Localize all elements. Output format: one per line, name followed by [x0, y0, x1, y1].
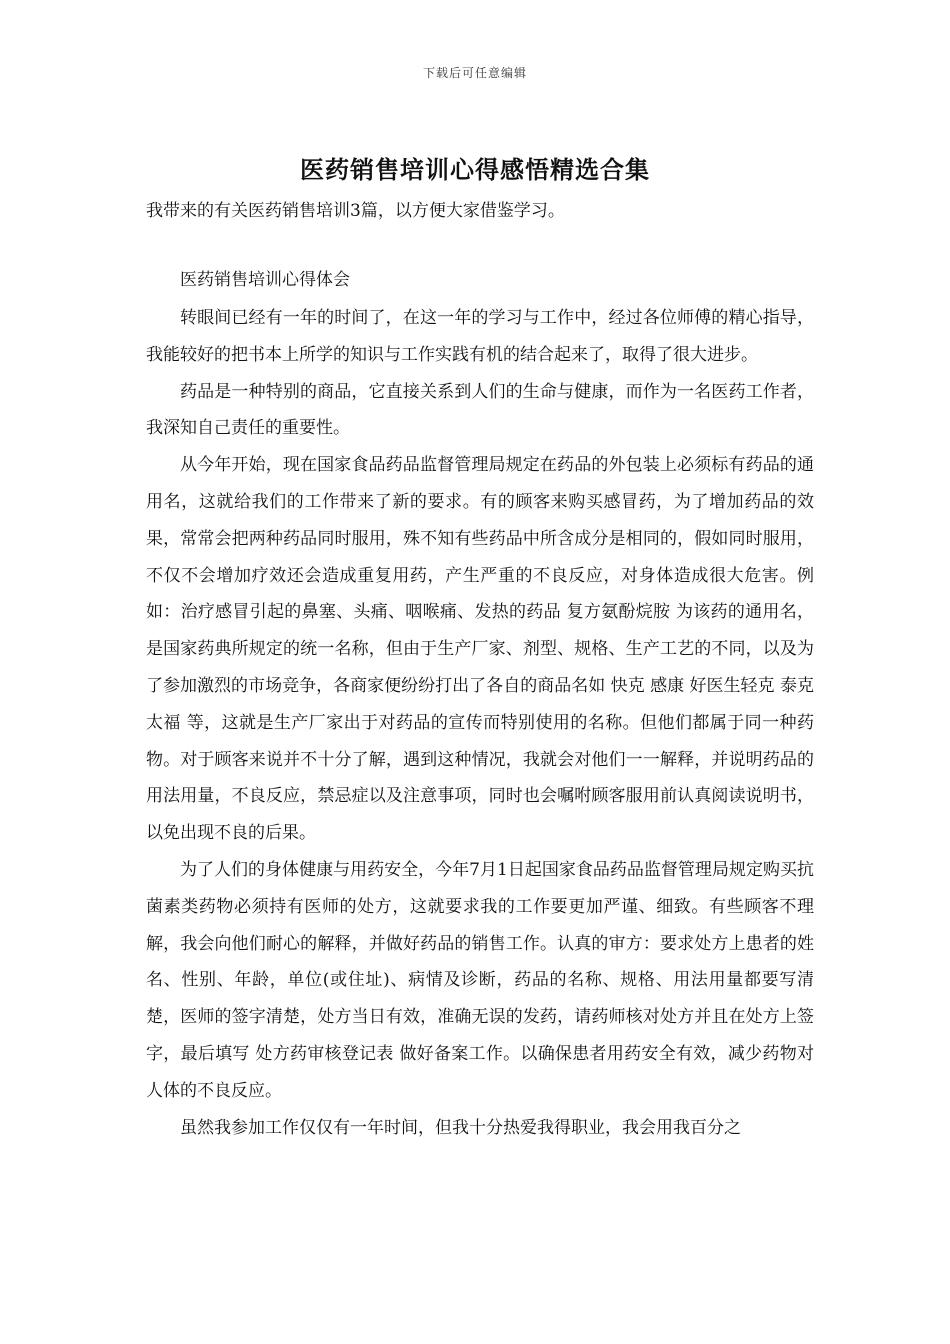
paragraph: 从今年开始，现在国家食品药品监督管理局规定在药品的外包装上必须标有药品的通用名，这就给我们的工作带来了新的要求。有的顾客来购买感冒药，为了增加药品的效果，常常会把两种药品同时服用，殊不知有些药品中所含成分是相同的，假如同时服用，不仅不会增加疗效还会造成重复用药，产生严重的不良反应，对身体造成很大危害。例如：治疗感冒引起的鼻塞、头痛、咽喉痛、发热的药品 复方氨酚烷胺 为该药的通用名，是国家药典所规定的统一名称，但由于生产厂家、剂型、规格、生产工艺的不同，以及为了参加激烈的市场竞争，各商家便纷纷打出了各自的商品名如 快克 感康 好医生轻克 泰克 太福 等，这就是生产厂家出于对药品的宣传而特别使用的名称。但他们都属于同一种药物。对于顾客来说并不十分了解，遇到这种情况，我就会对他们一一解释，并说明药品的用法用量，不良反应，禁忌症以及注意事项，同时也会嘱咐顾客服用前认真阅读说明书，以免出现不良的后果。 — [146, 455, 814, 844]
document-body — [146, 198, 814, 1146]
page-header-note: 下载后可任意编辑 — [422, 66, 527, 80]
paragraph: 药品是一种特别的商品，它直接关系到人们的生命与健康，而作为一名医药工作者，我深知自己责任的重要性。 — [146, 381, 814, 439]
paragraph: 虽然我参加工作仅仅有一年时间，但我十分热爱我得职业，我会用我百分之 — [180, 1117, 741, 1138]
document-title: 医药销售培训心得感悟精选合集 — [300, 155, 650, 184]
intro-text: 我带来的有关医药销售培训3篇，以方便大家借鉴学习。 — [146, 201, 565, 221]
section-title: 医药销售培训心得体会 — [180, 270, 350, 290]
paragraph: 转眼间已经有一年的时间了，在这一年的学习与工作中，经过各位师傅的精心指导，我能较好的把书本上所学的知识与工作实践有机的结合起来了，取得了很大进步。 — [146, 308, 814, 365]
paragraph: 为了人们的身体健康与用药安全，今年7月1日起国家食品药品监督管理局规定购买抗菌素类药物必须持有医师的处方，这就要求我的工作要更加严谨、细致。有些顾客不理解，我会向他们耐心的解释，并做好药品的销售工作。认真的审方：要求处方上患者的姓名、性别、年龄，单位(或住址)、病情及诊断，药品的名称、规格、用法用量都要写清楚，医师的签字清楚，处方当日有效，准确无误的发药，请药师核对处方并且在处方上签字，最后填写 处方药审核登记表 做好备案工作。以确保患者用药安全有效，减少药物对人体的不良反应。 — [146, 859, 814, 1101]
